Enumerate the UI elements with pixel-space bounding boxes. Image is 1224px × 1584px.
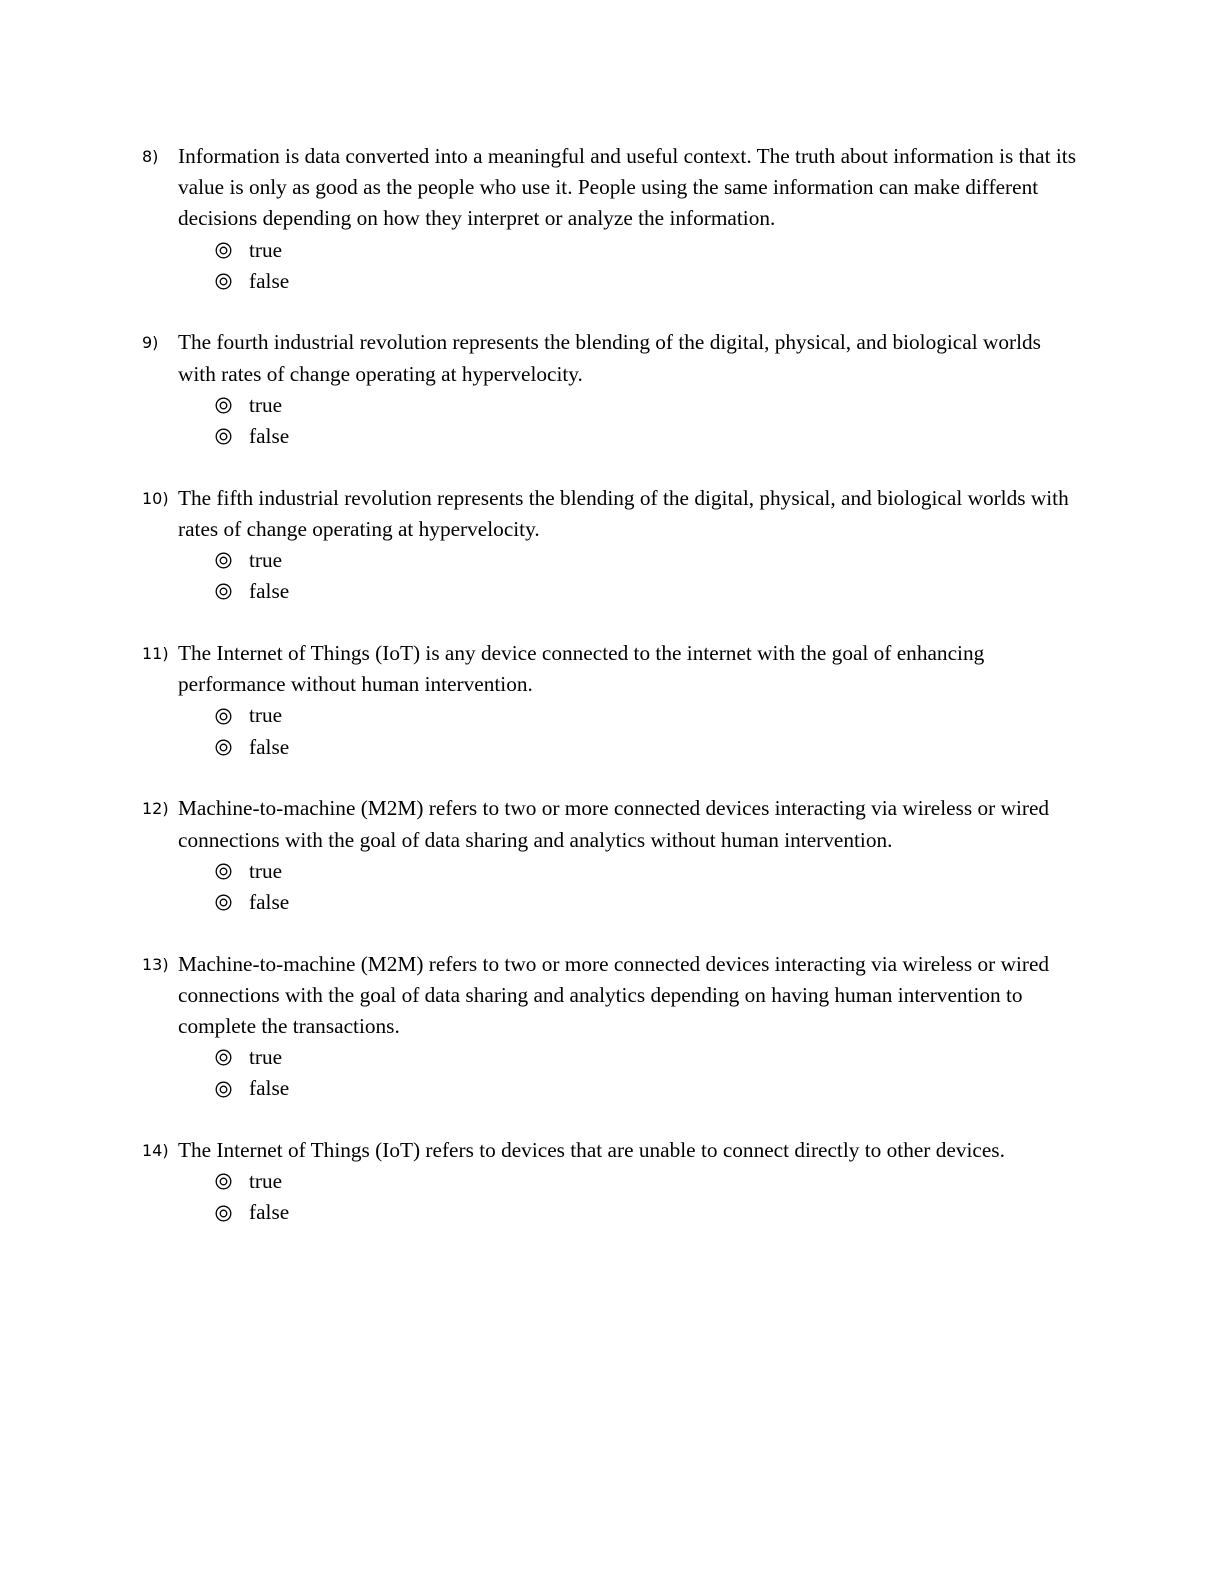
option-label: false <box>249 889 290 914</box>
question-13 <box>142 949 1082 1105</box>
answer-options <box>142 545 1082 607</box>
question-number: 9) <box>142 333 159 353</box>
radio-button-icon[interactable] <box>215 1081 232 1098</box>
option-false[interactable] <box>215 421 1082 452</box>
option-label: true <box>249 858 283 883</box>
question-number: 10) <box>142 488 169 508</box>
option-label: true <box>249 237 283 262</box>
answer-options <box>142 235 1082 297</box>
radio-button-icon[interactable] <box>215 242 232 259</box>
question-text: Machine-to-machine (M2M) refers to two or more connected devices interacting via wireless or wired connections with the goal of data sharing and analytics without human intervention. <box>178 796 1050 852</box>
question-number: 11) <box>142 644 169 664</box>
option-true[interactable] <box>215 856 1082 887</box>
question-text: The fourth industrial revolution represents the blending of the digital, physical, and biological worlds with rates of change operating at hypervelocity. <box>178 330 1041 386</box>
question-list <box>142 141 1082 1259</box>
option-label: false <box>249 579 290 604</box>
option-label: false <box>249 424 290 449</box>
option-false[interactable] <box>215 1197 1082 1228</box>
question-8 <box>142 141 1082 297</box>
answer-options <box>142 700 1082 762</box>
radio-button-icon[interactable] <box>215 1173 232 1190</box>
answer-options <box>142 1166 1082 1228</box>
question-11 <box>142 638 1082 763</box>
option-false[interactable] <box>215 576 1082 607</box>
answer-options <box>142 856 1082 918</box>
radio-button-icon[interactable] <box>215 1205 232 1222</box>
radio-button-icon[interactable] <box>215 552 232 569</box>
option-label: false <box>249 734 290 759</box>
question-number: 8) <box>142 147 159 166</box>
question-text: Information is data converted into a meaningful and useful context. The truth about information is that its value is only as good as the people who use it. People using the same information can make different decisions depending on how they interpret or analyze the information. <box>178 144 1076 231</box>
radio-button-icon[interactable] <box>215 428 232 445</box>
radio-button-icon[interactable] <box>215 273 232 290</box>
radio-button-icon[interactable] <box>215 583 232 600</box>
option-false[interactable] <box>215 266 1082 297</box>
answer-options <box>142 390 1082 452</box>
radio-button-icon[interactable] <box>215 708 232 725</box>
answer-options <box>142 1042 1082 1104</box>
option-label: true <box>249 1045 283 1070</box>
question-number: 13) <box>142 954 169 974</box>
option-label: true <box>249 703 283 728</box>
option-false[interactable] <box>215 887 1082 918</box>
question-text: The Internet of Things (IoT) refers to devices that are unable to connect directly to other devices. <box>178 1138 1005 1163</box>
question-9 <box>142 327 1082 452</box>
option-label: false <box>249 1076 290 1101</box>
option-true[interactable] <box>215 1166 1082 1197</box>
question-10 <box>142 483 1082 608</box>
option-label: true <box>249 392 283 417</box>
option-false[interactable] <box>215 1073 1082 1104</box>
radio-button-icon[interactable] <box>215 397 232 414</box>
question-text: The Internet of Things (IoT) is any device connected to the internet with the goal of enhancing performance without human intervention. <box>178 641 985 697</box>
option-label: false <box>249 268 290 293</box>
question-12 <box>142 793 1082 918</box>
option-true[interactable] <box>215 1042 1082 1073</box>
radio-button-icon[interactable] <box>215 894 232 911</box>
option-label: true <box>249 1169 283 1194</box>
option-false[interactable] <box>215 732 1082 763</box>
radio-button-icon[interactable] <box>215 1049 232 1066</box>
option-true[interactable] <box>215 700 1082 731</box>
radio-button-icon[interactable] <box>215 863 232 880</box>
question-14 <box>142 1135 1082 1229</box>
radio-button-icon[interactable] <box>215 739 232 756</box>
question-number: 14) <box>142 1141 169 1161</box>
question-number: 12) <box>142 799 169 819</box>
option-label: false <box>249 1200 290 1225</box>
option-true[interactable] <box>215 390 1082 421</box>
option-true[interactable] <box>215 545 1082 576</box>
question-text: Machine-to-machine (M2M) refers to two or more connected devices interacting via wireless or wired connections with the goal of data sharing and analytics depending on having human intervention to complete the transactions. <box>178 951 1050 1039</box>
option-true[interactable] <box>215 235 1082 266</box>
option-label: true <box>249 548 283 573</box>
question-text: The fifth industrial revolution represents the blending of the digital, physical, and biological worlds with rates of change operating at hypervelocity. <box>178 485 1069 541</box>
